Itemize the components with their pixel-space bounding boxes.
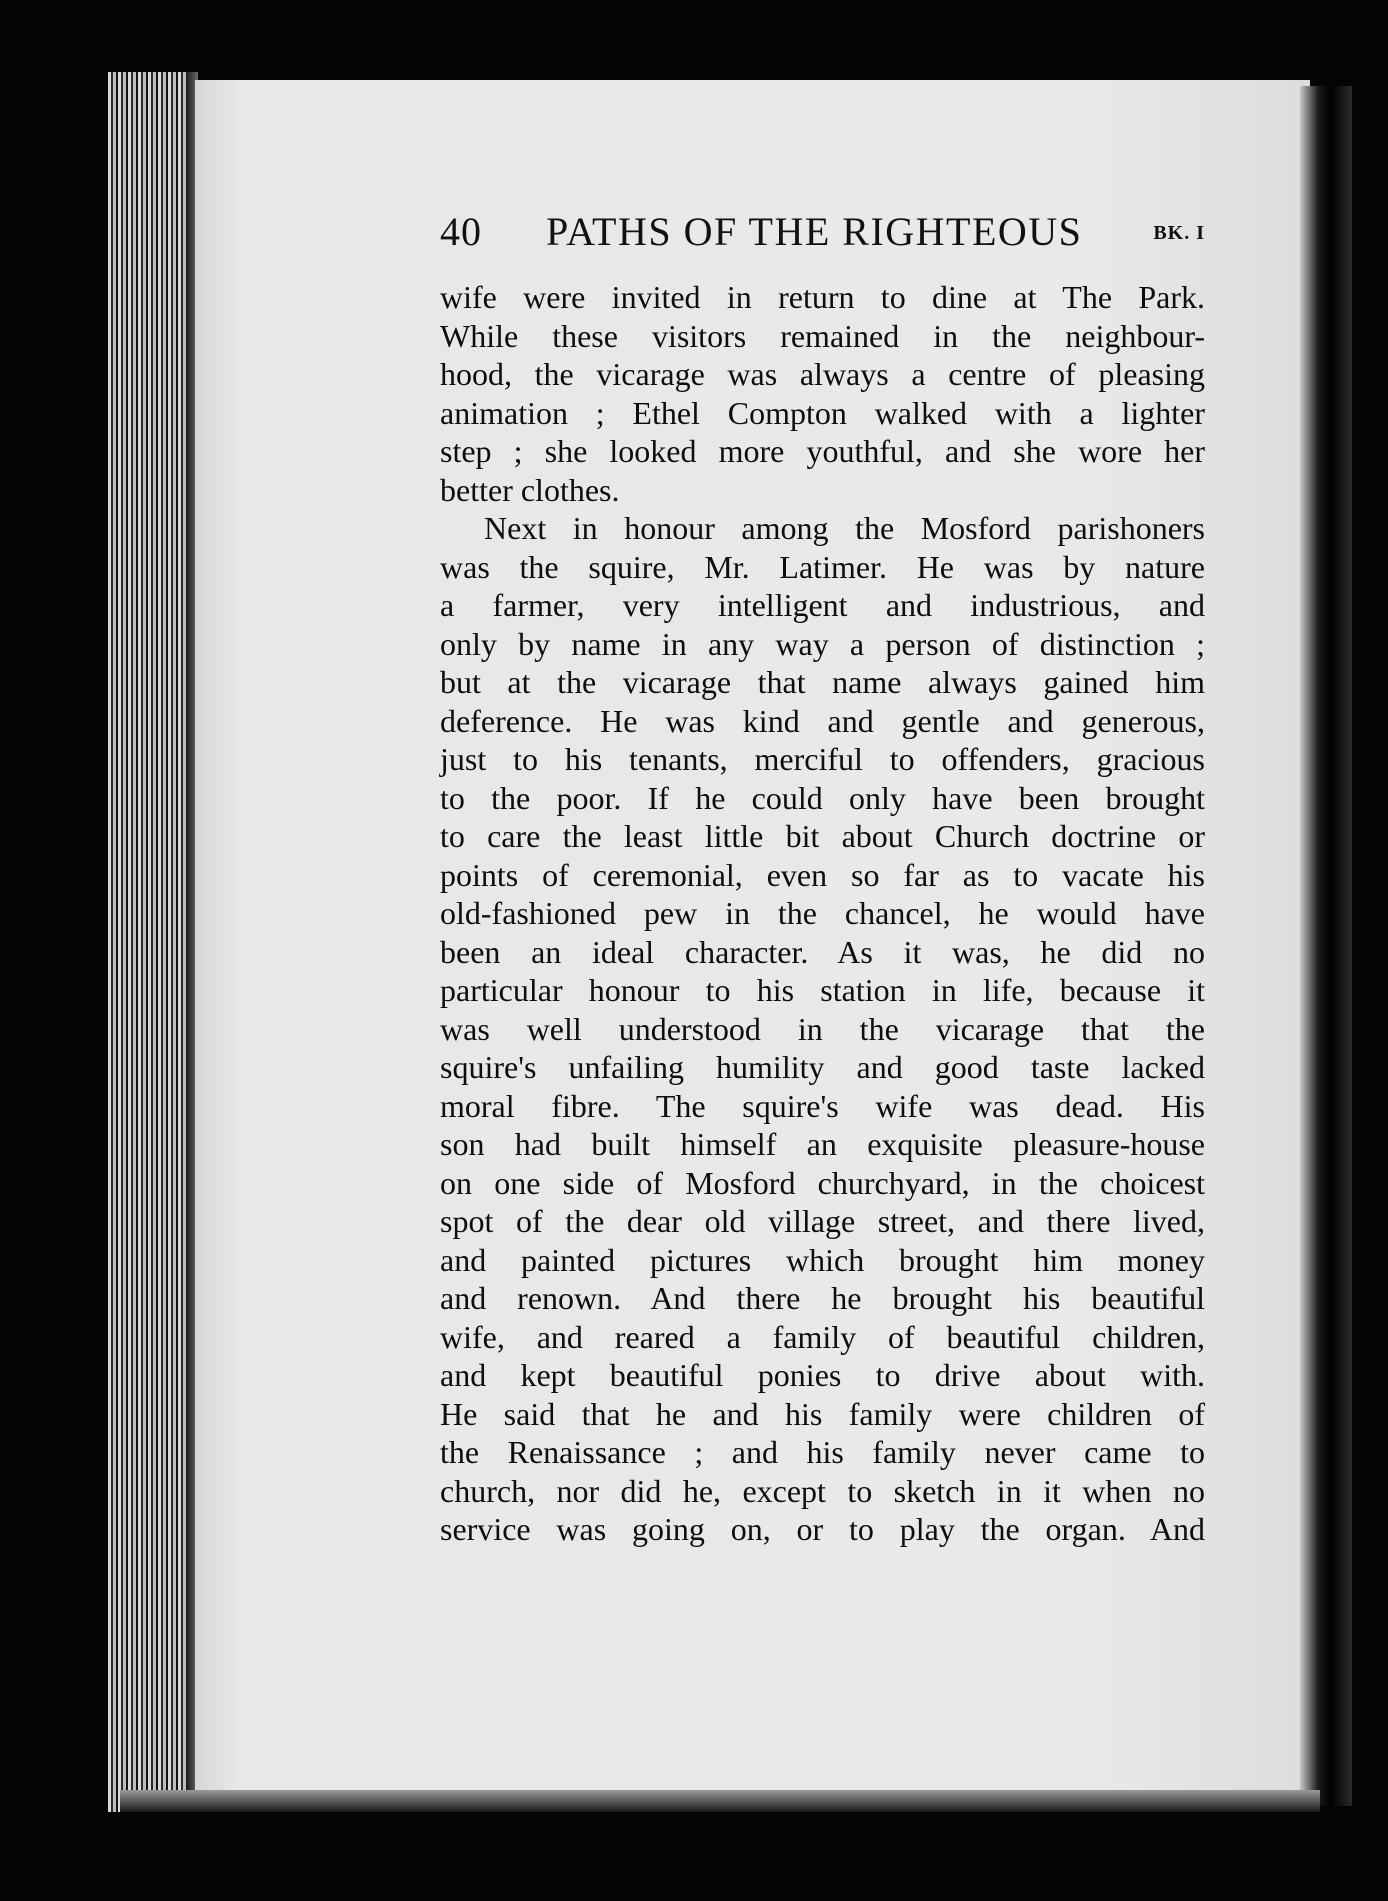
text-line: moral fibre. The squire's wife was dead. His [440, 1087, 1205, 1124]
text-line: Next in honour among the Mosford parishoners [484, 510, 1205, 546]
text-line: and painted pictures which brought him money [440, 1241, 1205, 1278]
text-line: but at the vicarage that name always gained him [440, 664, 1205, 700]
running-header [440, 208, 1205, 268]
text-line: service was going on, or to play the organ. And [440, 1511, 1205, 1547]
text-line: just to his tenants, merciful to offenders, gracious [440, 741, 1205, 777]
bottom-page-edge [120, 1790, 1320, 1812]
text-line: better clothes. [440, 471, 620, 508]
text-line: to the poor. If he could only have been brought [440, 779, 1205, 816]
text-line: was the squire, Mr. Latimer. He was by nature [440, 548, 1205, 585]
text-line: wife, and reared a family of beautiful children, [440, 1318, 1205, 1355]
text-line: spot of the dear old village street, and there lived, [440, 1203, 1205, 1239]
page-stack-edge [108, 72, 198, 1812]
text-line: animation ; Ethel Compton walked with a lighter [440, 394, 1205, 431]
text-line: hood, the vicarage was always a centre of pleasing [440, 356, 1205, 392]
text-line: to care the least little bit about Church doctrine or [440, 818, 1205, 854]
running-title: PATHS OF THE RIGHTEOUS [546, 209, 1083, 254]
text-line: church, nor did he, except to sketch in it when no [440, 1472, 1205, 1509]
text-line: the Renaissance ; and his family never came to [440, 1434, 1205, 1470]
body-text [440, 278, 1205, 1549]
text-line: particular honour to his station in life, because it [440, 972, 1205, 1008]
text-line: been an ideal character. As it was, he did no [440, 933, 1205, 970]
facing-page-edge [1300, 86, 1352, 1806]
text-line: only by name in any way a person of distinction ; [440, 625, 1205, 662]
text-line: on one side of Mosford churchyard, in the choicest [440, 1164, 1205, 1201]
text-line: deference. He was kind and gentle and generous, [440, 702, 1205, 739]
text-line: and kept beautiful ponies to drive about with. [440, 1357, 1205, 1393]
text-line: a farmer, very intelligent and industrious, and [440, 587, 1205, 623]
text-line: old-fashioned pew in the chancel, he would have [440, 895, 1205, 931]
text-line: son had built himself an exquisite pleasure-house [440, 1126, 1205, 1162]
text-line: and renown. And there he brought his beautiful [440, 1280, 1205, 1316]
page-number: 40 [440, 209, 482, 254]
text-line: points of ceremonial, even so far as to vacate his [440, 856, 1205, 893]
text-line: While these visitors remained in the neighbour- [440, 317, 1205, 354]
text-line: squire's unfailing humility and good taste lacked [440, 1049, 1205, 1085]
text-line: wife were invited in return to dine at The Park. [440, 279, 1205, 315]
text-line: He said that he and his family were children of [440, 1395, 1205, 1432]
text-line: step ; she looked more youthful, and she wore her [440, 433, 1205, 469]
book-marker: BK. I [1153, 222, 1205, 244]
text-line: was well understood in the vicarage that the [440, 1010, 1205, 1047]
